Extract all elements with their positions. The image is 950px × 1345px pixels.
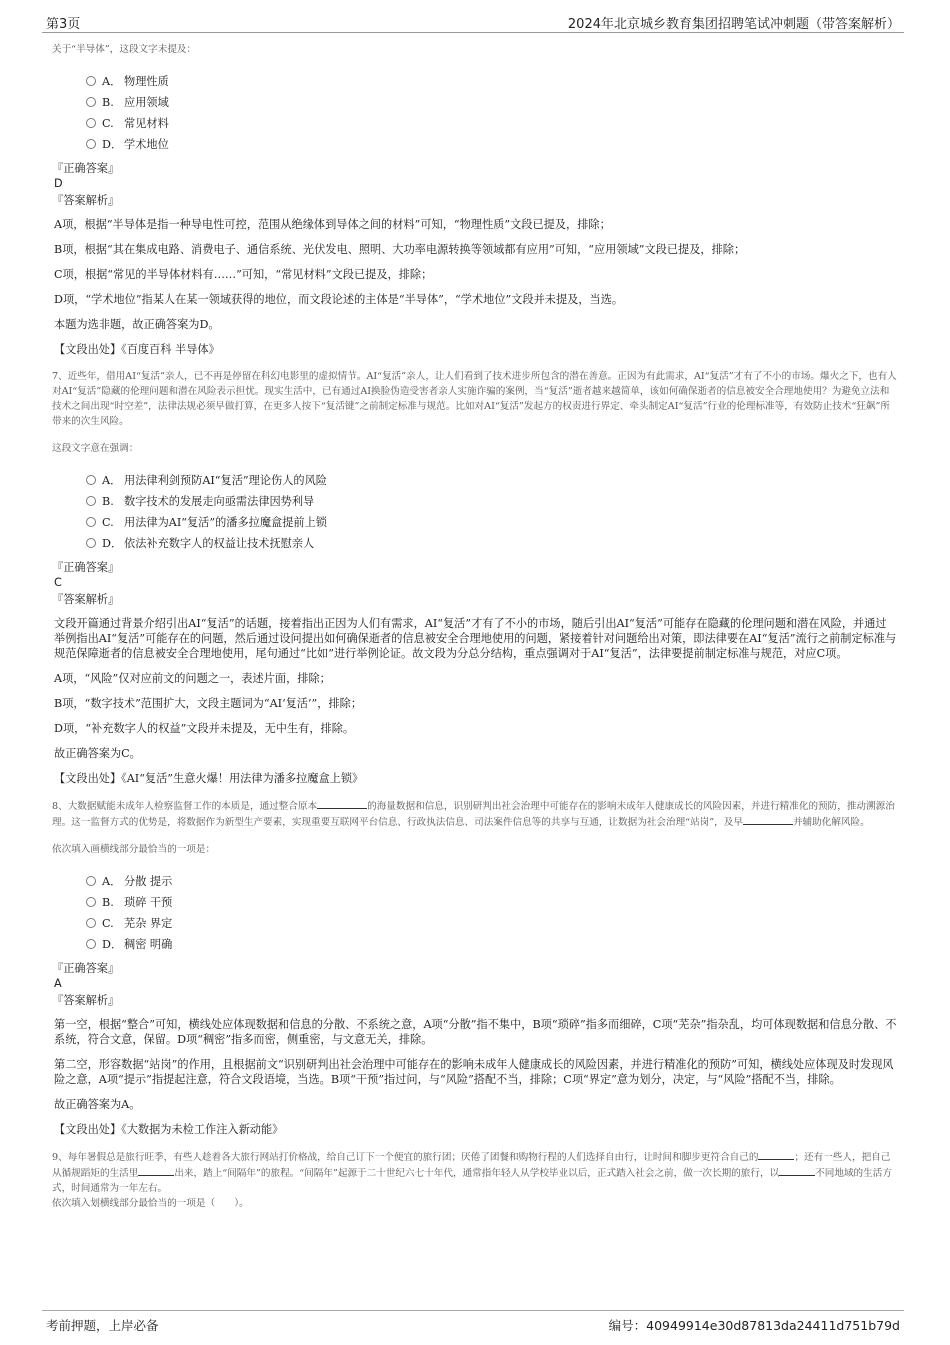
q6-analysis-label: 『答案解析』 bbox=[52, 194, 120, 207]
radio-icon[interactable] bbox=[86, 918, 96, 928]
q8-source: 【文段出处】《大数据为未检工作注入新动能》 bbox=[54, 1123, 284, 1136]
q6-option-b[interactable]: B. 应用领域 bbox=[86, 92, 897, 113]
q7-analysis-2: A项，“风险”仅对应前文的问题之一，表述片面，排除； bbox=[54, 672, 331, 685]
q7-options bbox=[86, 470, 897, 554]
q8-analysis-3: 故正确答案为A。 bbox=[54, 1098, 141, 1111]
q7-stem: 7、近些年，借用AI“复活”亲人，已不再是停留在科幻电影里的虚拟情节。AI“复活”亲人，让人们看到了技术进步所包含的潜在善意。正因为有此需求，AI“复活”才有了不小的市场。爆火之下，也有人对AI“复活”隐藏的伦理问题和潜在风险表示担忧。现实生活中，已有通过AI换脸伪造受害者亲人实施诈骗的案例，当“复活”逝者越来越简单，该如何确保逝者的信息被安全合理地使用？为避免立法和技术之间出现“时空差”，法律法规必须早做打算，在更多人按下“复活键”之前制定标准与规范。比如对AI“复活”发起方的权责进行界定、牵头制定AI“复活”行业的伦理标准等，有效防止技术“狂飙”所带来的次生风险。 bbox=[52, 371, 897, 427]
q7-option-d[interactable]: D． 依法补充数字人的权益让技术抚慰亲人 bbox=[86, 533, 897, 554]
fill-blank bbox=[779, 1165, 815, 1176]
q9-prompt: 依次填入划横线部分最恰当的一项是（ ）。 bbox=[52, 1198, 249, 1209]
q6-options bbox=[86, 71, 897, 155]
radio-icon[interactable] bbox=[86, 897, 96, 907]
q6-source: 【文段出处】《百度百科 半导体》 bbox=[54, 343, 220, 356]
document-body bbox=[52, 42, 897, 1211]
q7-option-b[interactable]: B. 数字技术的发展走向亟需法律因势利导 bbox=[86, 491, 897, 512]
q8-option-c[interactable]: C. 芜杂 界定 bbox=[86, 913, 897, 934]
q7-option-a[interactable]: A． 用法律利剑预防AI“复活”理论伤人的风险 bbox=[86, 470, 897, 491]
q9-stem: 9、每年暑假总是旅行旺季，有些人趁着各大旅行网站打价格战，给自己订下一个便宜的旅行团；厌倦了团餐和购物行程的人们选择自由行，让时间和脚步更符合自己的 ；还有一些人，把自己从循规蹈矩的生活里 出来，踏上“间隔年”的旅程。“间隔年”起源于二十世纪六七十年代，通常指年轻人从学校毕业以后，正式踏入社会之前，做一次长期的旅行，以 不同地域的生活方式，时间通常为一年左右。 bbox=[52, 1149, 897, 1196]
q8-option-b[interactable]: B. 琐碎 干预 bbox=[86, 892, 897, 913]
fill-blank bbox=[743, 814, 793, 825]
fill-blank bbox=[138, 1165, 174, 1176]
q6-option-c[interactable]: C. 常见材料 bbox=[86, 113, 897, 134]
q7-prompt: 这段文字意在强调： bbox=[52, 443, 139, 454]
q8-option-d[interactable]: D． 稠密 明确 bbox=[86, 934, 897, 955]
q7-answer: C bbox=[54, 576, 62, 589]
radio-icon[interactable] bbox=[86, 939, 96, 949]
page-footer bbox=[42, 1310, 904, 1335]
radio-icon[interactable] bbox=[86, 876, 96, 886]
page-header bbox=[42, 10, 904, 33]
radio-icon[interactable] bbox=[86, 475, 96, 485]
q6-answer-label: 『正确答案』 bbox=[52, 162, 120, 175]
radio-icon[interactable] bbox=[86, 76, 96, 86]
radio-icon[interactable] bbox=[86, 538, 96, 548]
q6-analysis-3: C项，根据“常见的半导体材料有……”可知，“常见材料”文段已提及，排除； bbox=[54, 268, 433, 281]
q8-options bbox=[86, 871, 897, 955]
q6-analysis-1: A项，根据“半导体是指一种导电性可控，范围从绝缘体到导体之间的材料”可知，“物理性质”文段已提及，排除； bbox=[54, 218, 611, 231]
q8-answer: A bbox=[54, 977, 62, 990]
q7-source: 【文段出处】《AI“复活”生意火爆！用法律为潘多拉魔盒上锁》 bbox=[54, 772, 364, 785]
footer-slogan: 考前押题，上岸必备 bbox=[46, 1318, 159, 1333]
q6-option-a[interactable]: A． 物理性质 bbox=[86, 71, 897, 92]
q8-analysis-2: 第二空，形容数据“站岗”的作用，且根据前文“识别研判出社会治理中可能存在的影响未成年人健康成长的风险因素，并进行精准化的预防”可知，横线处应体现及时发现风险之意，A项“提示”指提起注意，符合文段语境，当选。B项“干预”指过问，与“风险”搭配不当，排除；C项“界定”意为划分，决定，与“风险”搭配不当，排除。 bbox=[54, 1058, 894, 1086]
q7-answer-label: 『正确答案』 bbox=[52, 561, 120, 574]
radio-icon[interactable] bbox=[86, 496, 96, 506]
q6-analysis-5: 本题为选非题，故正确答案为D。 bbox=[54, 318, 220, 331]
radio-icon[interactable] bbox=[86, 139, 96, 149]
q8-analysis-label: 『答案解析』 bbox=[52, 994, 120, 1007]
document-title: 2024年北京城乡教育集团招聘笔试冲刺题（带答案解析） bbox=[567, 17, 900, 32]
q7-analysis-label: 『答案解析』 bbox=[52, 593, 120, 606]
radio-icon[interactable] bbox=[86, 118, 96, 128]
q8-prompt: 依次填入画横线部分最恰当的一项是： bbox=[52, 844, 216, 855]
q6-stem: 关于“半导体”，这段文字未提及： bbox=[52, 44, 197, 55]
q7-option-c[interactable]: C. 用法律为AI“复活”的潘多拉魔盒提前上锁 bbox=[86, 512, 897, 533]
fill-blank bbox=[758, 1149, 794, 1160]
q7-analysis-1: 文段开篇通过背景介绍引出AI“复活”的话题，接着指出正因为人们有需求，AI“复活”才有了不小的市场，随后引出AI“复活”可能存在隐藏的伦理问题和潜在风险，并通过举例指出AI“复活”可能存在的问题，然后通过设问提出如何确保逝者的信息被安全合理地使用的问题，紧接着针对问题给出对策，即法律要在AI“复活”流行之前制定标准与规范保障逝者的信息被安全合理地使用，尾句通过“比如”进行举例论证。故文段为分总分结构，重点强调对于AI“复活”，法律要提前制定标准与规范，对应C项。 bbox=[54, 617, 897, 660]
q8-analysis-1: 第一空，根据“整合”可知，横线处应体现数据和信息的分散、不系统之意，A项“分散”指不集中，B项“琐碎”指多而细碎，C项“芜杂”指杂乱，均可体现数据和信息分散、不系统，符合文意，保留。D项“稠密”指多而密，侧重密，与文意无关，排除。 bbox=[54, 1018, 897, 1046]
q6-option-d[interactable]: D． 学术地位 bbox=[86, 134, 897, 155]
q7-analysis-4: D项，“补充数字人的权益”文段并未提及，无中生有，排除。 bbox=[54, 722, 355, 735]
q8-option-a[interactable]: A． 分散 提示 bbox=[86, 871, 897, 892]
page-number: 第3页 bbox=[46, 17, 81, 32]
q7-analysis-5: 故正确答案为C。 bbox=[54, 747, 141, 760]
document-id: 编号：40949914e30d87813da24411d751b79d bbox=[608, 1318, 900, 1333]
fill-blank bbox=[317, 798, 367, 809]
radio-icon[interactable] bbox=[86, 517, 96, 527]
q6-analysis-2: B项，根据“其在集成电路、消费电子、通信系统、光伏发电、照明、大功率电源转换等领域都有应用”可知，“应用领域”文段已提及，排除； bbox=[54, 243, 746, 256]
q8-answer-label: 『正确答案』 bbox=[52, 962, 120, 975]
q8-stem: 8、大数据赋能未成年人检察监督工作的本质是，通过整合原本 的海量数据和信息，识别研判出社会治理中可能存在的影响未成年人健康成长的风险因素，并进行精准化的预防，推动溯源治理。这一监督方式的优势是，将数据作为新型生产要素，实现重要互联网平台信息、行政执法信息、司法案件信息等的共享与互通，让数据为社会治理“站岗”，及早 并辅助化解风险。 bbox=[52, 798, 897, 830]
q6-answer: D bbox=[54, 177, 63, 190]
radio-icon[interactable] bbox=[86, 97, 96, 107]
q7-analysis-3: B项，“数字技术”范围扩大，文段主题词为“AI‘复活’”，排除； bbox=[54, 697, 363, 710]
q6-analysis-4: D项，“学术地位”指某人在某一领域获得的地位，而文段论述的主体是“半导体”，“学术地位”文段并未提及，当选。 bbox=[54, 293, 624, 306]
